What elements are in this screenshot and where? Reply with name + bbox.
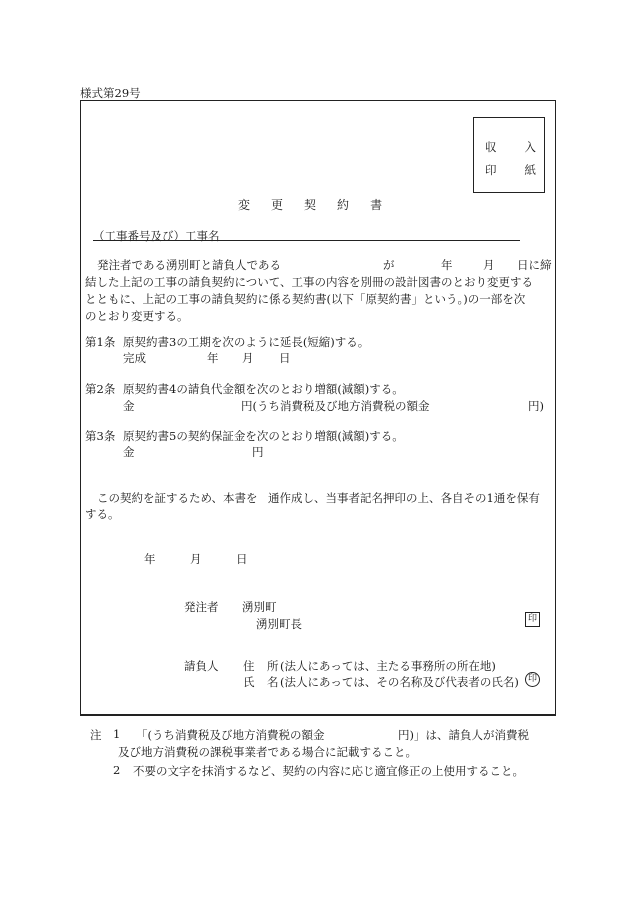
contractor-name-label2: 名 <box>267 675 279 689</box>
closing-line2: する。 <box>85 507 120 521</box>
orderer-seal: 印 <box>525 612 540 627</box>
note1-line2: 及び地方消費税の課税事業者である場合に記載すること。 <box>118 745 417 759</box>
article2-yen-b: 円) <box>528 399 544 413</box>
closing-line1-b: 通作成し、当事者記名押印の上、各自その1通を保有 <box>268 491 540 505</box>
article3-text: 原契約書5の契約保証金を次のとおり増額(減額)する。 <box>123 429 404 443</box>
article2-text: 原契約書4の請負代金額を次のとおり増額(減額)する。 <box>123 382 404 396</box>
frame-bottom-rule <box>80 714 556 715</box>
intro-line2: 結した上記の工事の請負契約について、工事の内容を別冊の設計図書のとおり変更する <box>85 275 534 289</box>
intro-line4: のとおり変更する。 <box>85 309 189 323</box>
note1-line1-b: 円)」は、請負人が消費税 <box>398 728 529 742</box>
contractor-name-label: 氏 <box>243 675 255 689</box>
note2-number: 2 <box>113 763 121 777</box>
note2-text: 不要の文字を抹消するなど、契約の内容に応じ適宜修正の上使用すること。 <box>133 764 524 778</box>
article3-money-label: 金 <box>123 445 135 459</box>
date-month: 月 <box>190 552 202 566</box>
article2-money-label: 金 <box>123 399 135 413</box>
intro-line1-b: が <box>383 258 395 272</box>
date-year: 年 <box>144 552 156 566</box>
article3-yen: 円 <box>252 445 264 459</box>
project-name-label: （工事番号及び）工事名 <box>93 229 220 243</box>
article1-text: 原契約書3の工期を次のように延長(短縮)する。 <box>123 335 370 349</box>
stamp-label-line2 <box>485 162 536 178</box>
stamp-char: 紙 <box>524 163 536 177</box>
article1-month: 月 <box>242 351 254 365</box>
title-char: 書 <box>370 198 385 212</box>
intro-line1-a: 発注者である湧別町と請負人である <box>97 258 281 272</box>
orderer-town: 湧別町 <box>242 600 277 614</box>
title-char: 約 <box>337 198 352 212</box>
article2-yen-a: 円(うち消費税及び地方消費税の額金 <box>241 399 430 413</box>
contractor-address-label: 住 <box>243 659 255 673</box>
contractor-name-note: (法人にあっては、その名称及び代表者の氏名) <box>280 675 519 689</box>
form-number: 様式第29号 <box>80 86 141 100</box>
article2-label: 第2条 <box>85 382 116 396</box>
article1-sub-label: 完成 <box>123 351 146 365</box>
stamp-char: 入 <box>524 140 536 154</box>
note1-line1-a: 「(うち消費税及び地方消費税の額金 <box>136 728 325 742</box>
stamp-char: 印 <box>485 163 497 177</box>
title-char: 変 <box>238 198 253 212</box>
contractor-address-label2: 所 <box>267 659 279 673</box>
document-title <box>238 196 384 213</box>
note1-number: 1 <box>113 727 121 741</box>
article1-day: 日 <box>279 351 291 365</box>
orderer-label: 発注者 <box>184 600 219 614</box>
title-char: 契 <box>304 198 319 212</box>
contractor-seal: 印 <box>525 672 540 687</box>
stamp-char: 収 <box>485 140 497 154</box>
project-name-underline <box>93 240 520 241</box>
intro-line1-e: 日に締 <box>517 258 552 272</box>
intro-line1-d: 月 <box>483 258 495 272</box>
title-char: 更 <box>271 198 286 212</box>
contractor-label: 請負人 <box>184 659 219 673</box>
article1-year: 年 <box>207 351 219 365</box>
stamp-label-line1 <box>485 139 536 155</box>
orderer-title: 湧別町長 <box>256 617 302 631</box>
article3-label: 第3条 <box>85 429 116 443</box>
intro-line1-c: 年 <box>441 258 453 272</box>
intro-line3: とともに、上記の工事の請負契約に係る契約書(以下「原契約書」という。)の一部を次 <box>85 292 526 306</box>
contractor-address-note: (法人にあっては、主たる事務所の所在地) <box>280 659 496 673</box>
notes-prefix: 注 <box>90 728 102 742</box>
date-day: 日 <box>236 552 248 566</box>
revenue-stamp-box <box>473 117 545 193</box>
closing-line1-a: この契約を証するため、本書を <box>97 491 258 505</box>
article1-label: 第1条 <box>85 335 116 349</box>
